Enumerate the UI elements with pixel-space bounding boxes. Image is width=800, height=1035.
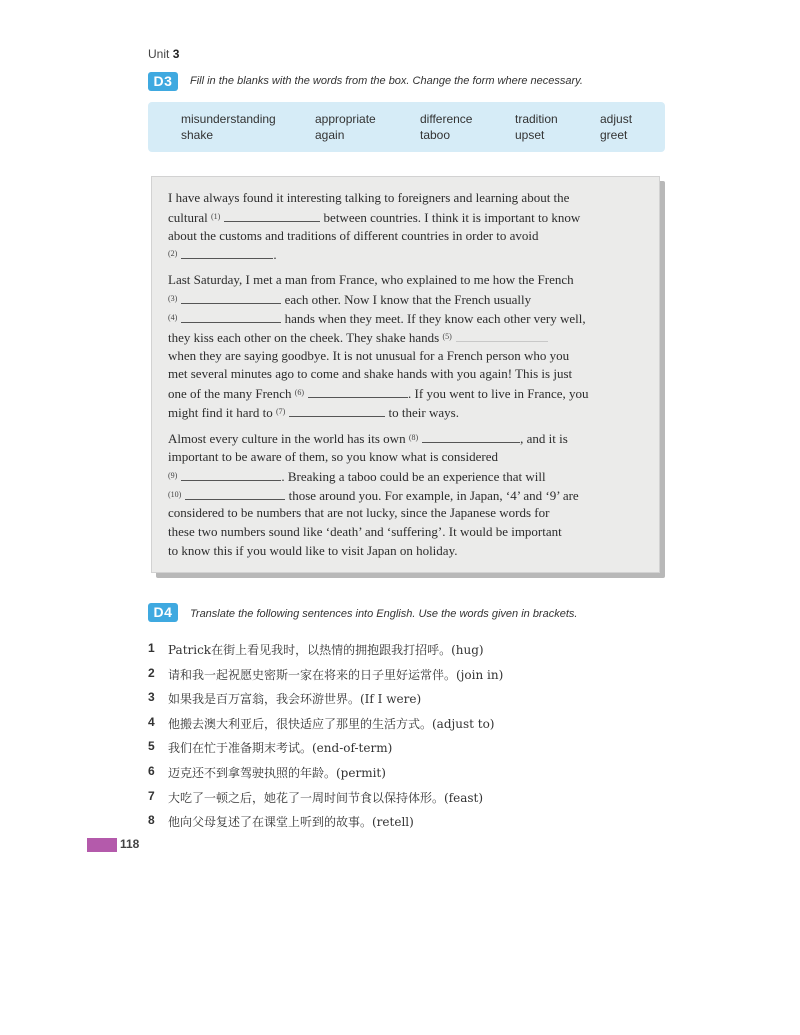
- translation-item: 他搬去澳大利亚后，很快适应了那里的生活方式。(adjust to): [168, 717, 495, 731]
- item-number: 4: [148, 715, 155, 729]
- page-number: 118: [120, 837, 140, 851]
- passage-line: $^{(9)}$ . Breaking a taboo could be an experience that will: [168, 469, 546, 484]
- blank-1[interactable]: [224, 210, 320, 222]
- word-item: misunderstanding: [181, 112, 276, 126]
- translation-item: Patrick在街上看见我时，以热情的拥抱跟我打招呼。(hug): [168, 643, 484, 657]
- blank-3[interactable]: [181, 292, 281, 304]
- blank-number: (5): [442, 332, 452, 341]
- page-marker-bar: [87, 838, 117, 852]
- passage-line: they kiss each other on the cheek. They shake hands $^{(5)}$: [168, 329, 548, 346]
- passage-line: $^{(3)}$ each other. Now I know that the French usually: [168, 292, 532, 307]
- blank-number: (8): [408, 433, 419, 442]
- item-number: 3: [148, 690, 155, 704]
- blank-5[interactable]: [456, 330, 548, 342]
- blank-2[interactable]: [181, 247, 273, 259]
- item-number: 2: [148, 666, 155, 680]
- passage-line: met several minutes ago to come and shake hands with you again! This is just: [168, 366, 573, 381]
- word-item: tradition: [515, 112, 558, 126]
- word-item: shake: [181, 128, 214, 142]
- translation-item: 大吃了一顿之后，她花了一周时间节食以保持体形。(feast): [168, 791, 484, 805]
- word-item: again: [315, 128, 345, 142]
- word-item: upset: [515, 128, 545, 142]
- blank-10[interactable]: [185, 488, 285, 500]
- item-number: 8: [148, 813, 155, 827]
- passage-line: $^{(2)}$ .: [168, 247, 277, 262]
- word-item: adjust: [600, 112, 633, 126]
- blank-6[interactable]: [308, 386, 408, 398]
- blank-7[interactable]: [289, 405, 385, 417]
- passage-line: about the customs and traditions of different countries in order to avoid: [168, 228, 539, 243]
- passage-line: important to be aware of them, so you know what is considered: [168, 449, 498, 464]
- translation-item: 我们在忙于准备期末考试。(end-of-term): [168, 741, 393, 755]
- unit-number: 3: [172, 47, 180, 61]
- blank-number: (10): [168, 490, 182, 499]
- item-number: 1: [148, 641, 155, 655]
- passage-line: one of the many French $^{(6)}$ . If you went to live in France, you: [168, 386, 589, 401]
- item-number: 5: [148, 739, 155, 753]
- blank-number: (1): [210, 212, 221, 221]
- blank-9[interactable]: [181, 469, 281, 481]
- passage-line: when they are saying goodbye. It is not unusual for a French person who you: [168, 348, 570, 363]
- d4-instruction: Translate the following sentences into English. Use the words given in brackets.: [190, 608, 578, 620]
- d3-badge: D3: [148, 72, 178, 91]
- word-item: difference: [420, 112, 473, 126]
- item-number: 6: [148, 764, 155, 778]
- blank-number: (3): [168, 294, 178, 303]
- passage-line: to know this if you would like to visit Japan on holiday.: [168, 543, 458, 558]
- passage-line: $^{(10)}$ those around you. For example, in Japan, ‘4’ and ‘9’ are: [168, 488, 579, 503]
- word-item: greet: [600, 128, 628, 142]
- blank-4[interactable]: [181, 311, 281, 323]
- blank-number: (6): [294, 388, 305, 397]
- blank-number: (7): [275, 407, 286, 416]
- passage-line: cultural $^{(1)}$ between countries. I think it is important to know: [168, 210, 581, 225]
- translation-item: 迈克还不到拿驾驶执照的年龄。(permit): [168, 766, 386, 780]
- translation-item: 如果我是百万富翁，我会环游世界。(If I were): [168, 692, 422, 706]
- passage-line: might find it hard to $^{(7)}$ to their ways.: [168, 405, 459, 420]
- passage-line: $^{(4)}$ hands when they meet. If they know each other very well,: [168, 311, 586, 326]
- d3-instruction: Fill in the blanks with the words from the box. Change the form where necessary.: [190, 75, 583, 87]
- translation-item: 他向父母复述了在课堂上听到的故事。(retell): [168, 815, 414, 829]
- word-item: appropriate: [315, 112, 376, 126]
- passage-line: these two numbers sound like ‘death’ and ‘suffering’. It would be important: [168, 524, 562, 539]
- translation-item: 请和我一起祝愿史密斯一家在将来的日子里好运常伴。(join in): [168, 668, 504, 682]
- blank-8[interactable]: [422, 431, 520, 443]
- item-number: 7: [148, 789, 155, 803]
- passage-line: Last Saturday, I met a man from France, who explained to me how the French: [168, 272, 574, 287]
- word-item: taboo: [420, 128, 451, 142]
- passage-line: considered to be numbers that are not lucky, since the Japanese words for: [168, 505, 550, 520]
- unit-label: Unit: [148, 47, 170, 61]
- passage-line: I have always found it interesting talking to foreigners and learning about the: [168, 190, 570, 205]
- passage-line: Almost every culture in the world has its own $^{(8)}$ , and it is: [168, 431, 568, 446]
- blank-number: (4): [168, 313, 178, 322]
- d4-badge: D4: [148, 603, 178, 622]
- blank-number: (2): [168, 249, 178, 258]
- word-box: [148, 102, 665, 152]
- unit-heading: [148, 47, 179, 61]
- blank-number: (9): [168, 471, 178, 480]
